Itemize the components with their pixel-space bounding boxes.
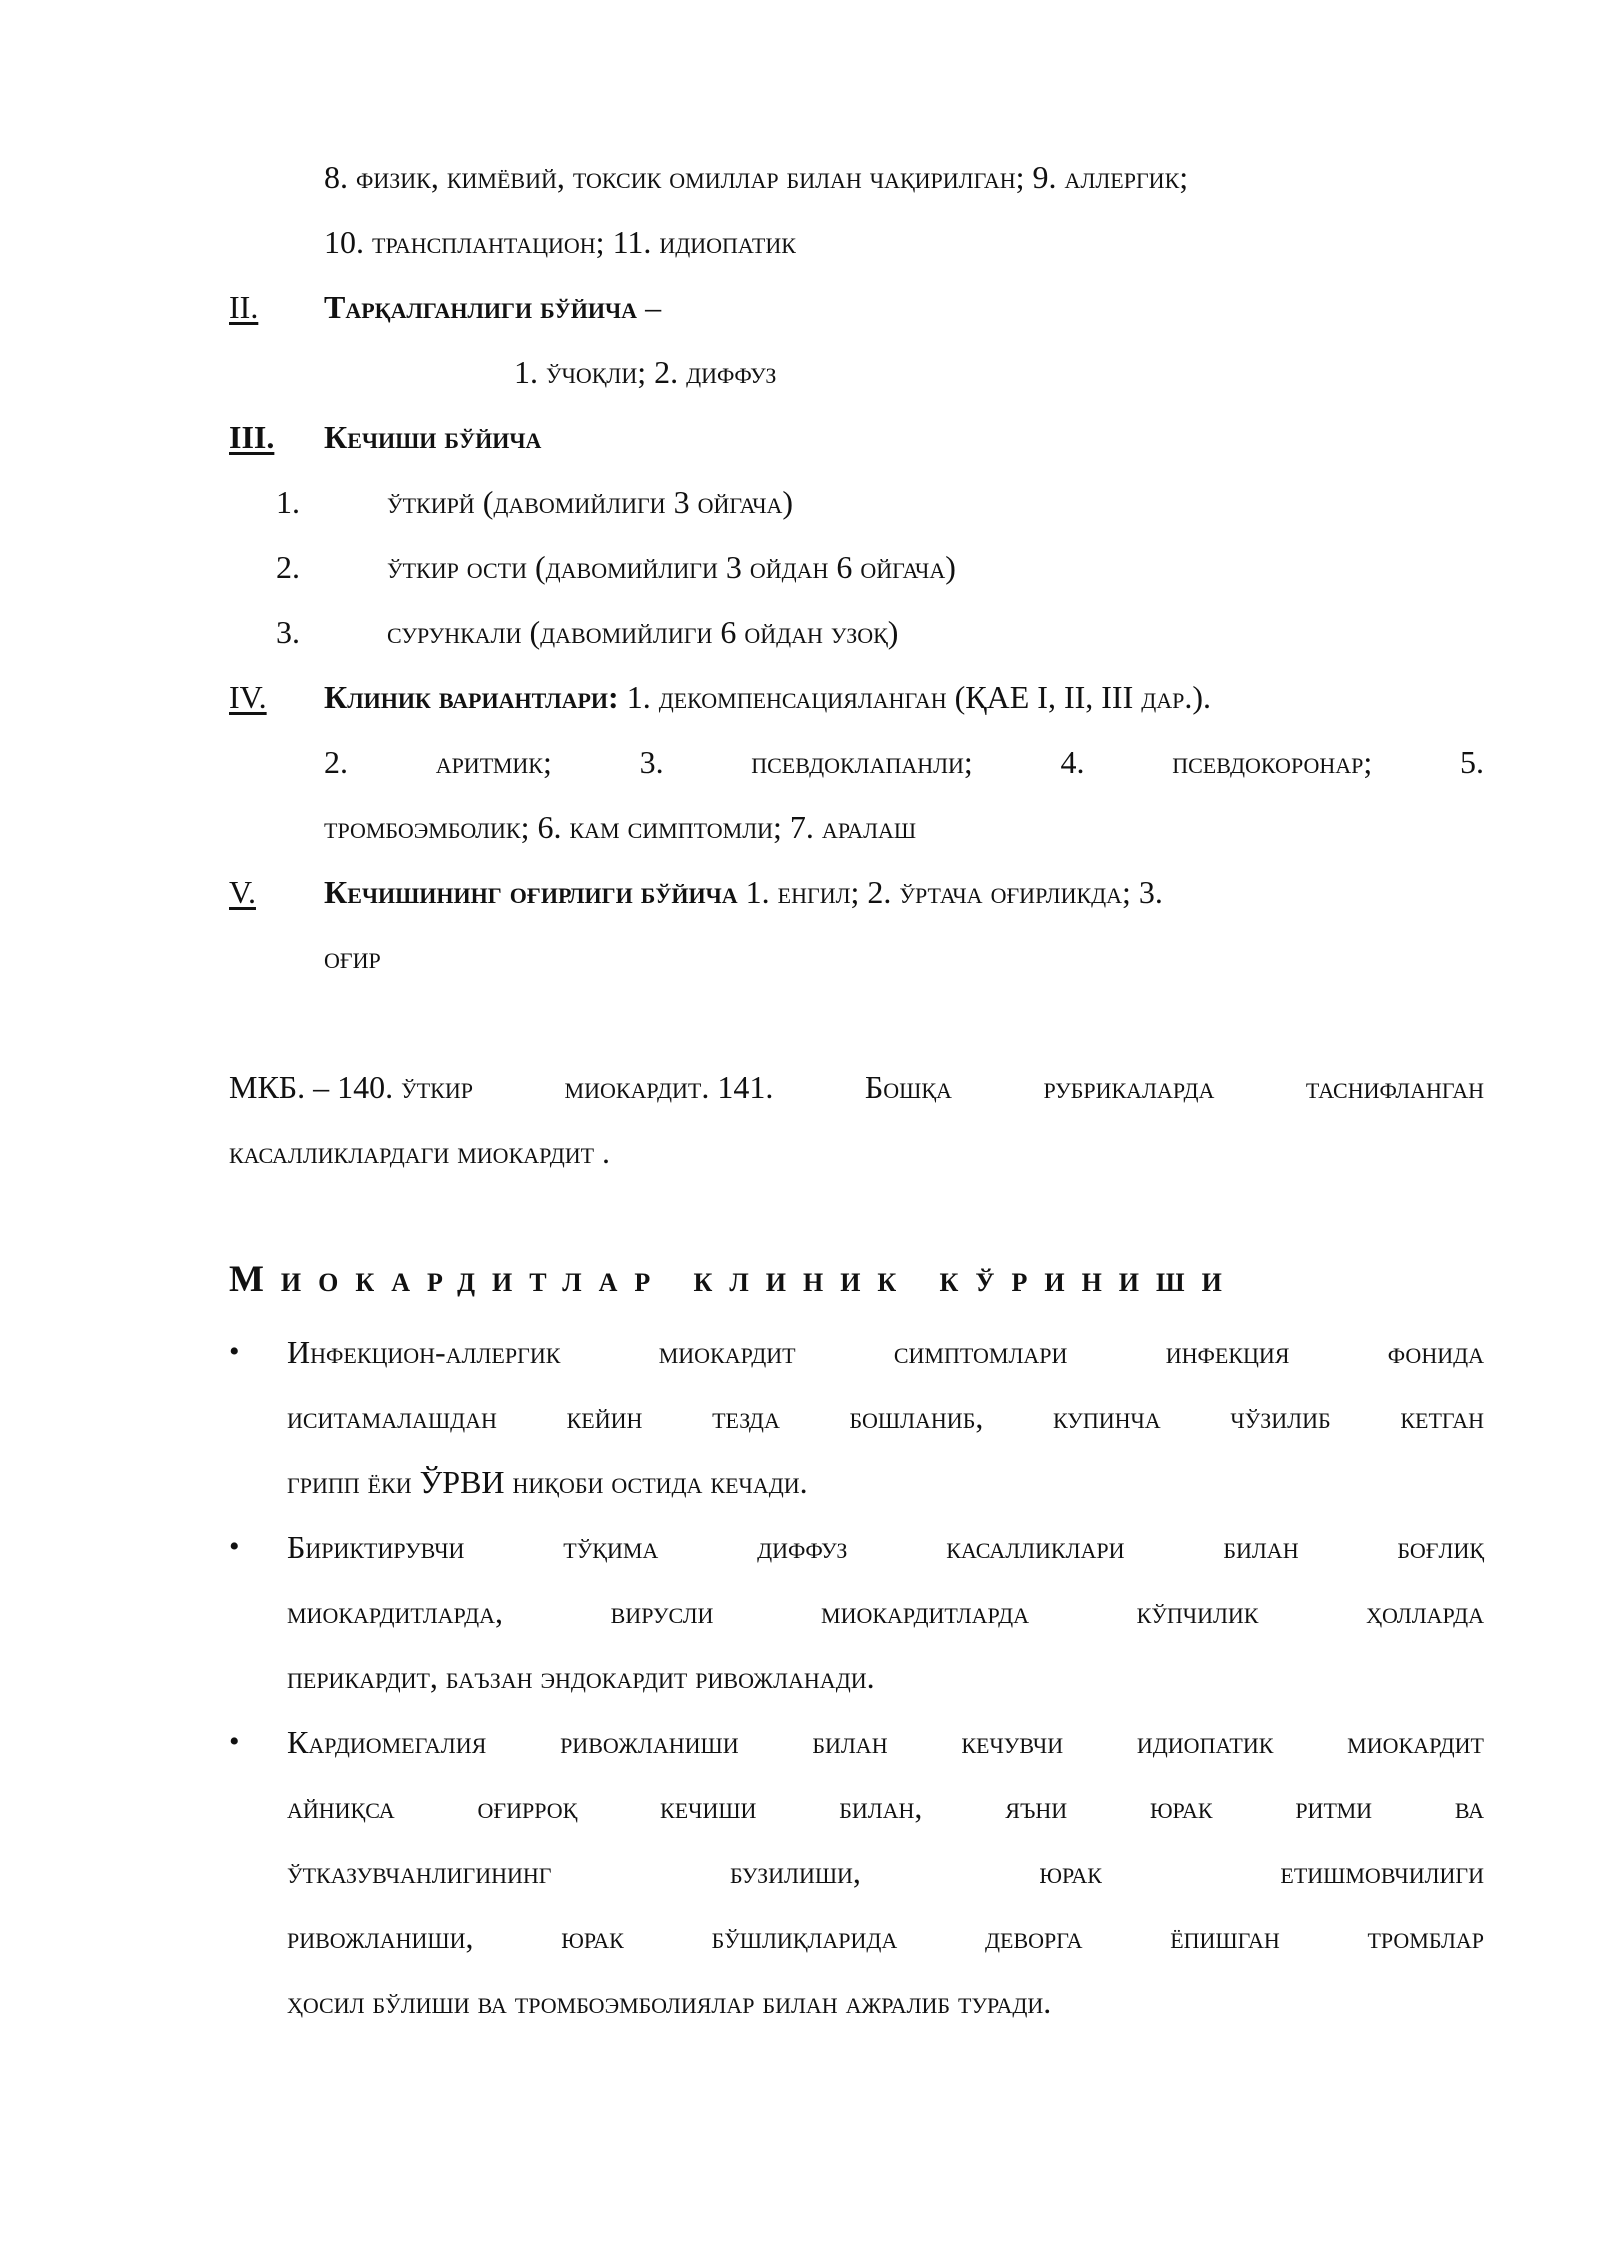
- variant-word: псевдоклапанли;: [751, 744, 973, 780]
- section-4-line-2: [324, 742, 1484, 782]
- mkb-word: миокардит. 141.: [564, 1069, 774, 1105]
- list-item-text: ўткир ости (давомийлиги 3 ойдан 6 ойгача): [387, 549, 956, 585]
- section-5-line-1: 1. енгил; 2. ўртача оғирликда; 3.: [745, 874, 1163, 910]
- section-2-dash: –: [645, 289, 662, 325]
- bullet-2-line: Бириктирувчи тўқима диффуз касалликлари билан боғлиқ: [287, 1529, 1484, 1565]
- section-2-numeral: II.: [229, 289, 259, 325]
- mkb-line-2: касалликлардаги миокардит .: [229, 1134, 611, 1170]
- variant-word: псевдокоронар;: [1172, 744, 1373, 780]
- section-heading: Миокардитлар клиник кўриниши: [229, 1259, 1239, 1300]
- section-4-heading: [229, 677, 1211, 717]
- section-5-heading: [229, 872, 1163, 912]
- bullet-3-line: Кардиомегалия ривожланиши билан кечувчи идиопатик миокардит: [287, 1724, 1484, 1760]
- section-4-title: Клиник вариантлари:: [324, 679, 619, 715]
- section-2-heading: [229, 287, 661, 327]
- section-3-title: Кечиши бўйича: [324, 419, 542, 455]
- mkb-word: рубрикаларда: [1043, 1069, 1215, 1105]
- bullet-3-line: ўтказувчанлигининг бузилиши, юрак етишмовчилиги: [287, 1854, 1484, 1890]
- mkb-word: Бошқа: [864, 1069, 952, 1105]
- bullet-1-line: Инфекцион-аллергик миокардит симптомлари инфекция фонида: [287, 1334, 1484, 1370]
- list-item: [276, 547, 956, 587]
- variant-word: аритмик;: [435, 744, 552, 780]
- bullet-1-last-line: грипп ёки ЎРВИ ниқоби остида кечади.: [287, 1464, 808, 1500]
- bullet-icon: •: [229, 1725, 240, 1758]
- bullet-icon: •: [229, 1335, 240, 1368]
- bullet-2-line: миокардитларда, вирусли миокардитларда кўпчилик ҳолларда: [287, 1594, 1484, 1630]
- list-item: [276, 612, 898, 652]
- section-5-numeral: V.: [229, 874, 256, 910]
- variant-word: 2.: [324, 744, 348, 780]
- list-item-text: ўткирй (давомийлиги 3 ойгача): [387, 484, 794, 520]
- bullet-2-last-line: перикардит, баъзан эндокардит ривожланади.: [287, 1659, 875, 1695]
- section-5-title: Кечишининг оғирлиги бўйича: [324, 874, 738, 910]
- list-item: [276, 482, 793, 522]
- mkb-word: таснифланган: [1305, 1069, 1484, 1105]
- bullet-icon: •: [229, 1530, 240, 1563]
- bullet-3-line: айниқса оғирроқ кечиши билан, яъни юрак ритми ва: [287, 1789, 1484, 1825]
- variant-word: 5.: [1459, 744, 1484, 780]
- mkb-word: МКБ. – 140. ўткир: [229, 1069, 473, 1105]
- section-3-heading: [229, 417, 541, 457]
- section-2-items: 1. ўчоқли; 2. диффуз: [514, 354, 777, 390]
- section-4-line-3: тромбоэмболик; 6. кам симптомли; 7. аралаш: [324, 809, 917, 845]
- list-item-text: сурункали (давомийлиги 6 ойдан узоқ): [387, 614, 899, 650]
- section-4-numeral: IV.: [229, 679, 267, 715]
- section-2-title: Тарқалганлиги бўйича: [324, 289, 638, 325]
- variant-word: 3.: [639, 744, 664, 780]
- mkb-line-1: [229, 1067, 1484, 1107]
- section-5-line-2: оғир: [324, 939, 381, 975]
- variant-word: 4.: [1060, 744, 1085, 780]
- section-3-numeral: III.: [229, 419, 275, 455]
- bullet-3-line: ривожланиши, юрак бўшлиқларида деворга ёпишган тромблар: [287, 1919, 1484, 1955]
- list-item-number: 3.: [276, 614, 300, 650]
- bullet-1-line: иситамалашдан кейин тезда бошланиб, купинча чўзилиб кетган: [287, 1399, 1484, 1435]
- list-item-number: 2.: [276, 549, 300, 585]
- section-4-line-1: 1. декомпенсацияланган (ҚАЕ I, II, III дар.).: [626, 679, 1212, 715]
- list-item-number: 1.: [276, 484, 300, 520]
- etiology-line-1: 8. физик, кимёвий, токсик омиллар билан чақирилган; 9. аллергик;: [324, 159, 1189, 195]
- etiology-line-2: 10. трансплантацион; 11. идиопатик: [324, 224, 796, 260]
- bullet-3-last-line: ҳосил бўлиши ва тромбоэмболиялар билан ажралиб туради.: [287, 1984, 1052, 2020]
